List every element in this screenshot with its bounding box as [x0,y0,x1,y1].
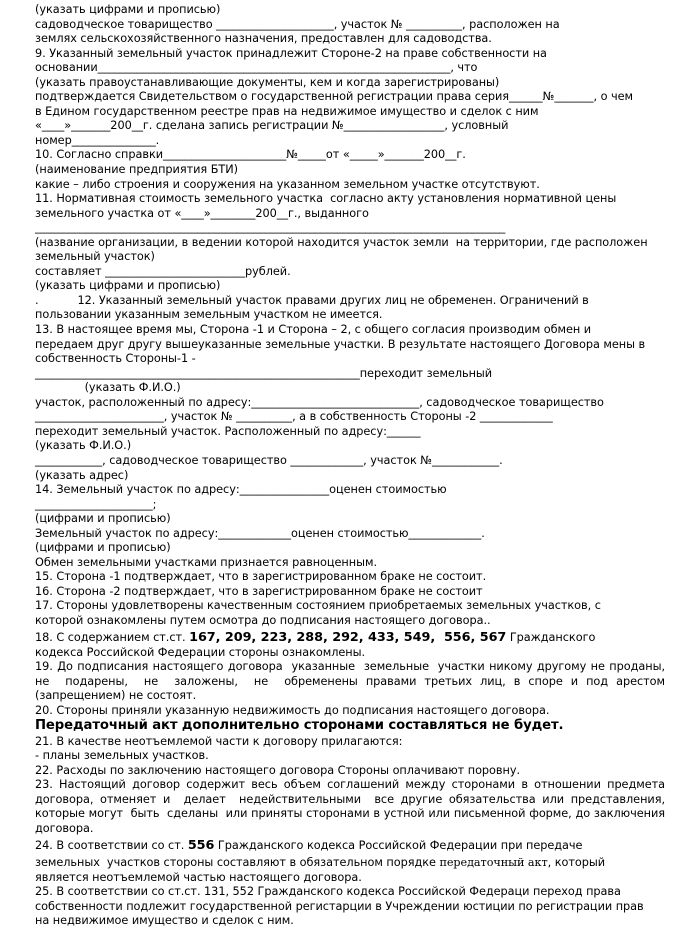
clause-18 [35,629,665,646]
document-line: (указать Ф.И.О.) [35,439,132,453]
document-line: переходит земельный участок. Расположенный по адресу:______ [35,424,421,438]
document-line: 15. Сторона -1 подтверждает, что в зарегистрированном браке не состоит. [35,570,487,584]
document-line: участок, расположенный по адресу:______________________________, садоводческое товарищество [35,395,604,409]
document-body [35,3,673,929]
clause-24-prefix: 24. В соответствии со ст. [35,838,188,852]
clause-25-line1: 25. В соответствии со ст.ст. 131, 552 Гражданского кодекса Российской Федераци переход права [35,885,621,899]
transfer-act-heading: Передаточный акт дополнительно сторонами составляться не будет. [35,718,564,734]
clause-18-article-numbers: 167, 209, 223, 288, 292, 433, 549, 556, 567 [189,629,507,645]
document-line: «____»_______200__г. сделана запись регистрации №__________________, условный [35,119,509,133]
clause-24 [35,837,665,854]
clause-24-article-number: 556 [187,837,215,853]
document-line: какие – либо строения и сооружения на указанном земельном участке отсутствуют. [35,177,540,191]
document-line: собственность Стороны-1 - [35,352,196,366]
document-line: 14. Земельный участок по адресу:________________оценен стоимостью [35,483,447,497]
clause-25-line2: собственности подлежит государственной регистарции в Учреждении юстиции по регистрации прав [35,899,644,913]
document-line: 22. Расходы по заключению настоящего договора Стороны оплачивают поровну. [35,763,521,777]
clause-24-line2-b: , который [547,855,606,869]
document-line: __________________________________________________________переходит земельный [35,366,493,380]
clause-24-line3: является неотъемлемой частью настоящего договора. [35,870,362,884]
document-line: (цифрами и прописью) [35,541,171,555]
clause-24-transfer-act-serif: передаточный акт [439,855,548,869]
document-line: _____________________; [35,497,157,511]
document-line: земельный участок) [35,250,155,264]
clause-18-line2: кодекса Российской Федерации стороны ознакомлены. [35,645,366,659]
document-line: . 12. Указанный земельный участок правами других лиц не обременен. Ограничений в [35,293,589,307]
clause-24-mid: Гражданского кодекса Российской Федерации при передаче [214,838,583,852]
document-line: (указать правоустанавливающие документы, кем и когда зарегистрированы) [35,75,500,89]
document-line: основании_______________________________________________________________, что [35,61,478,75]
document-line: 9. Указанный земельный участок принадлежит Стороне-2 на праве собственности на [35,46,547,60]
document-line: (цифрами и прописью) [35,512,171,526]
document-line: 10. Согласно справки______________________№_____от «_____»_______200__г. [35,148,466,162]
document-line: в Едином государственном реестре прав на недвижимое имущество и сделок с ним [35,104,539,118]
clause-18-prefix: 18. С содержанием ст.ст. [35,630,190,644]
document-line: 16. Сторона -2 подтверждает, что в зарегистрированном браке не состоит [35,584,483,598]
document-line: номер_______________. [35,133,160,147]
document-line: 21. В качестве неотъемлемой части к договору прилагаются: [35,734,403,748]
document-line: Земельный участок по адресу:_____________оценен стоимостью_____________. [35,526,485,540]
document-line: (указать адрес) [35,468,129,482]
document-line: пользовании указанным земельным участком не имеется. [35,308,383,322]
clause-25-line3: на недвижимое имущество и сделок с ним. [35,914,294,928]
document-line: (указать цифрами и прописью) [35,3,221,16]
document-line: (указать цифрами и прописью) [35,279,221,293]
document-line: 13. В настоящее время мы, Сторона -1 и Сторона – 2, с общего согласия производим обмен и [35,323,592,337]
document-line: Обмен земельными участками признается равноценным. [35,555,377,569]
document-line: (название организации, в ведении которой находится участок земли на территории, где расположен [35,235,648,249]
document-line: 11. Нормативная стоимость земельного участка согласно акту установления нормативной цены [35,192,617,206]
document-line: (указать Ф.И.О.) [35,381,181,395]
clause-18-suffix: Гражданского [506,630,596,644]
document-line: ____________, садоводческое товарищество _____________, участок №____________. [35,453,503,467]
clause-24-line2 [35,854,665,871]
document-fill-rule: ____________________________________________________________________________________ [35,221,506,235]
document-line: (наименование предприятия БТИ) [35,163,239,177]
document-line: садоводческое товарищество _____________________, участок № __________, расположен на [35,17,560,31]
document-line: 17. Стороны удовлетворены качественным состоянием приобретаемых земельных участков, с [35,599,601,613]
document-line: составляет _________________________рублей. [35,264,291,278]
document-line: землях сельскохозяйственного назначения, предоставлен для садоводства. [35,32,492,46]
clause-24-line2-a: земельных участков стороны составляют в обязательном порядке [35,855,440,869]
document-line: земельного участка от «____»________200__г., выданного [35,206,369,220]
clause-23: 23. Настоящий договор содержит весь объем соглашений между сторонами в отношении предмета договора, отменяет и делает недействительными все другие обязательства или представления, которые могут быть сделаны или приняты сторонами в устной или письменной форме, до заключения договора. [35,778,669,836]
document-line: которой ознакомлены путем осмотра до подписания настоящего договора.. [35,613,491,627]
document-line: подтверждается Свидетельством о государственной регистрации права серия______№_______, о чем [35,90,633,104]
document-line: - планы земельных участков. [35,749,209,763]
clause-19: 19. До подписания настоящего договора указанные земельные участки никому другому не проданы, не подарены, не заложены, не обременены правами третьих лиц, в споре и под арестом (запрещением) не состоят. [35,660,673,703]
document-line: _______________________, участок № __________, а в собственность Стороны -2 _____________ [35,410,553,424]
clause-20: 20. Стороны приняли указанную недвижимость до подписания настоящего договора. [35,703,550,717]
document-line: передаем друг другу вышеуказанные земельные участки. В результате настоящего Договора мены в [35,337,646,351]
